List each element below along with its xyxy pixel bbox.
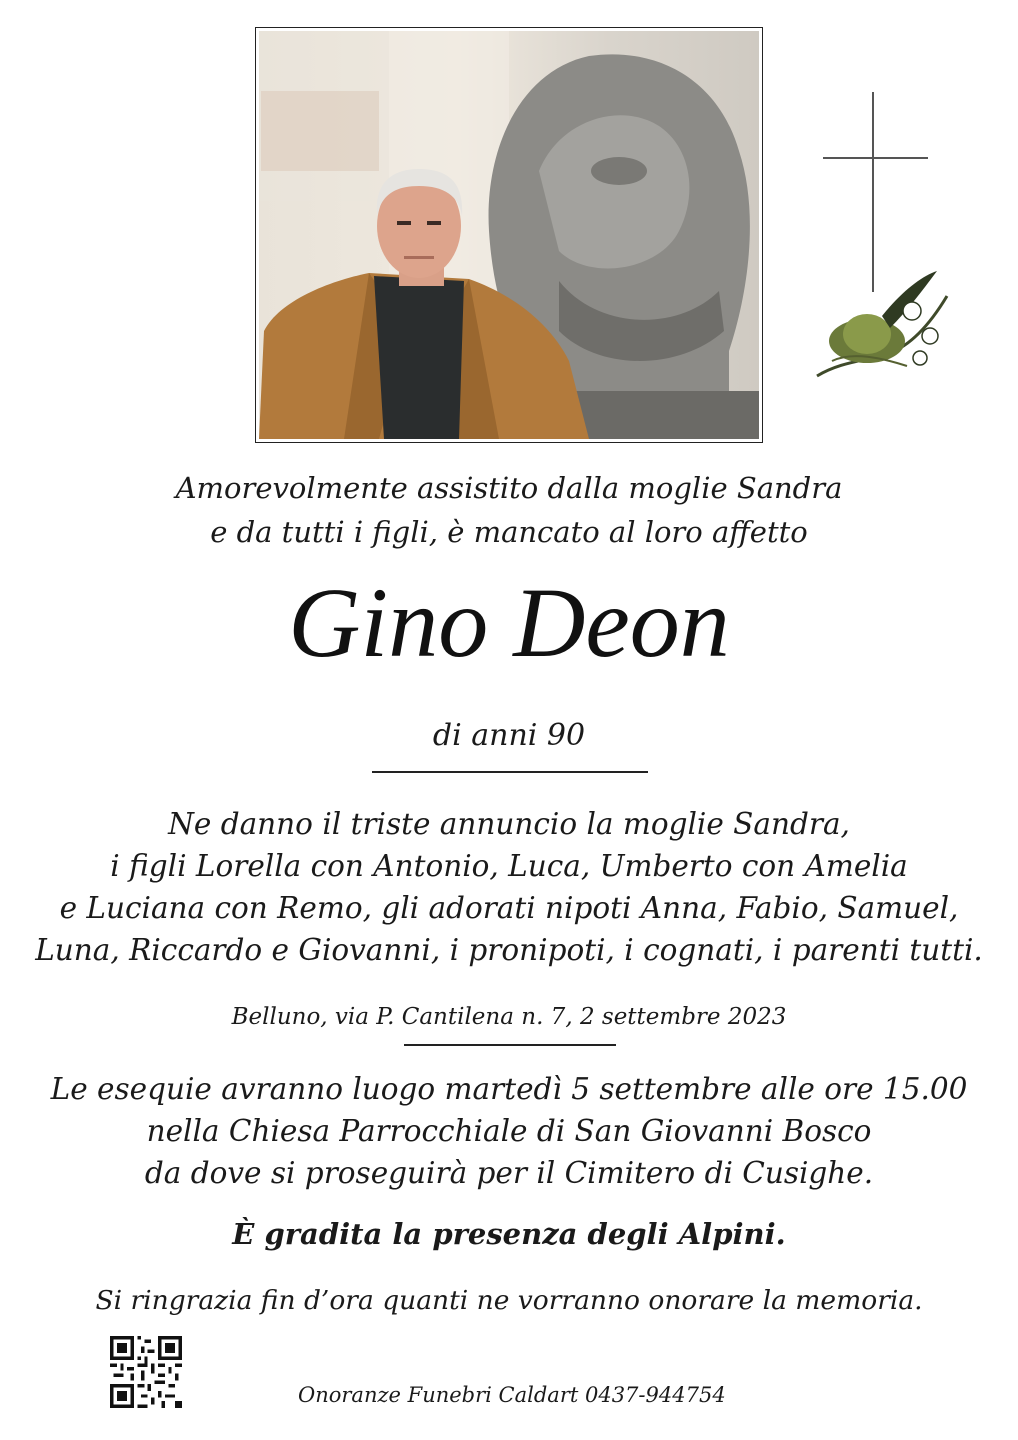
alpini-note: È gradita la presenza degli Alpini.: [232, 1217, 786, 1251]
cross-icon: [820, 92, 930, 292]
intro-line-1: Amorevolmente assistito dalla moglie Sandra: [175, 471, 843, 505]
announcement-text: [0, 803, 1018, 971]
qr-code-icon[interactable]: [110, 1336, 182, 1408]
place-date: Belluno, via P. Cantilena n. 7, 2 settembre 2023: [231, 1004, 787, 1030]
announcement-line: Ne danno il triste annuncio la moglie Sandra,: [168, 807, 850, 841]
funeral-line: Le esequie avranno luogo martedì 5 settembre alle ore 15.00: [50, 1072, 968, 1106]
funeral-info: [0, 1068, 1018, 1194]
funeral-agency: Onoranze Funebri Caldart 0437-944754: [298, 1383, 726, 1407]
funeral-line: nella Chiesa Parrocchiale di San Giovanni Bosco: [146, 1114, 872, 1148]
thanks-text: Si ringrazia fin d’ora quanti ne vorranno onorare la memoria.: [95, 1285, 923, 1316]
intro-text: [0, 466, 1018, 554]
alpini-hat-emblem-icon: [812, 266, 952, 384]
deceased-age: di anni 90: [432, 718, 586, 753]
divider-place: [404, 1044, 616, 1046]
portrait-photo: [259, 31, 759, 439]
announcement-line: e Luciana con Remo, gli adorati nipoti Anna, Fabio, Samuel,: [59, 891, 959, 925]
divider-age: [372, 771, 648, 773]
announcement-line: i figli Lorella con Antonio, Luca, Umberto con Amelia: [110, 849, 908, 883]
deceased-name: Gino Deon: [288, 567, 730, 678]
funeral-line: da dove si proseguirà per il Cimitero di Cusighe.: [144, 1156, 874, 1190]
announcement-line: Luna, Riccardo e Giovanni, i pronipoti, i cognati, i parenti tutti.: [35, 933, 983, 967]
intro-line-2: e da tutti i figli, è mancato al loro affetto: [210, 515, 808, 549]
portrait-photo-frame: [255, 27, 763, 443]
portrait-illustration: [259, 31, 759, 439]
